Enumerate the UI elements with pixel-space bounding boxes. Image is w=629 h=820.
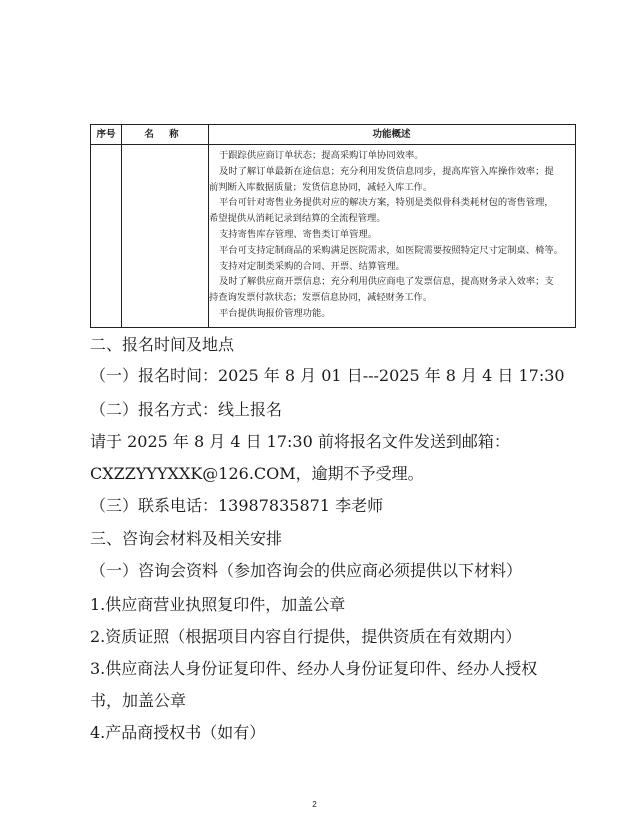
description-line: 及时了解订单最新在途信息；充分利用发货信息同步，提高库管入库操作效率；提 xyxy=(219,165,554,177)
description-line: 支持对定制类采购的合同、开票、结算管理。 xyxy=(219,260,405,272)
send-instruction: 请于 2025 年 8 月 4 日 17:30 前将报名文件发送到邮箱： xyxy=(90,432,510,451)
description-line: 及时了解供应商开票信息；充分利用供应商电了发票信息，提高财务录入效率；支 xyxy=(219,276,554,288)
description-line: 平台可针对寄售业务提供对应的解决方案，特别是类似骨科类耗材包的寄售管理， xyxy=(219,197,554,209)
page-number: 2 xyxy=(312,800,317,809)
description-line: 平台可支持定制商品的采购满足医院需求，如医院需要按照特定尺寸定制桌、椅等。 xyxy=(219,244,563,256)
description-line: 前判断入库数据质量；发货信息协同，减轻入库工作。 xyxy=(209,181,433,193)
header-name: 名 称 xyxy=(144,129,185,140)
materials-intro: （一）咨询会资料（参加咨询会的供应商必须提供以下材料） xyxy=(90,561,523,580)
table-divider xyxy=(121,125,122,327)
function-table xyxy=(90,124,576,328)
registration-time: （一）报名时间：2025 年 8 月 01 日---2025 年 8 月 4 日 17:30 xyxy=(90,366,565,385)
header-index: 序号 xyxy=(96,129,116,140)
material-1: 1.供应商营业执照复印件，加盖公章 xyxy=(90,595,346,614)
table-description-cell xyxy=(209,148,572,322)
material-2: 2.资质证照（根据项目内容自行提供，提供资质在有效期内） xyxy=(90,627,522,646)
description-line: 持查询发票付款状态；发票信息协同，减轻财务工作。 xyxy=(209,292,433,304)
registration-method: （二）报名方式：线上报名 xyxy=(90,400,283,419)
material-3: 3.供应商法人身份证复印件、经办人身份证复印件、经办人授权 xyxy=(90,659,538,678)
email-address: CXZZYYYXXK@126.COM，逾期不予受理。 xyxy=(90,464,424,483)
description-line: 希望提供从消耗记录到结算的全流程管理。 xyxy=(209,213,386,225)
description-line: 支持寄售库存管理、寄售类订单管理。 xyxy=(219,228,378,240)
description-line: 平台提供询报价管理功能。 xyxy=(219,307,331,319)
table-header xyxy=(91,125,575,145)
description-line: 于跟踪供应商订单状态；提高采购订单协同效率。 xyxy=(219,150,424,161)
material-3-continued: 书，加盖公章 xyxy=(90,691,187,710)
section-3-title: 三、咨询会材料及相关安排 xyxy=(90,529,283,548)
header-description: 功能概述 xyxy=(372,129,411,140)
section-2-title: 二、报名时间及地点 xyxy=(90,335,235,354)
material-4: 4.产品商授权书（如有） xyxy=(90,723,266,742)
contact-phone: （三）联系电话：13987835871 李老师 xyxy=(90,496,384,515)
